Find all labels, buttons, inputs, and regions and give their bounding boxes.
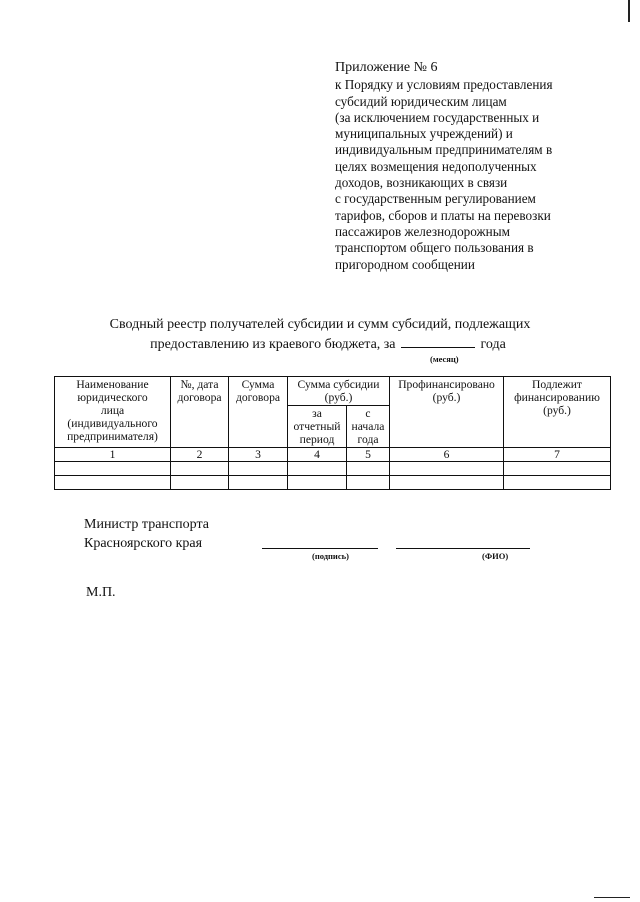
table-cell[interactable]: [288, 462, 347, 476]
month-blank-field[interactable]: [401, 336, 475, 348]
document-title-line-1: Сводный реестр получателей субсидии и сумм субсидий, подлежащих: [109, 317, 531, 332]
header-subsidy-sum: Сумма субсидии (руб.): [288, 377, 390, 406]
table-cell[interactable]: [171, 462, 229, 476]
appendix-line: (за исключением государственных и: [335, 109, 540, 125]
document-title-suffix: года: [480, 337, 506, 352]
column-number-row: [55, 448, 611, 462]
signatory-position-line-1: Министр транспорта: [84, 517, 209, 532]
registry-table: [54, 376, 611, 490]
header-contract-number: №, дата договора: [171, 377, 229, 448]
table-cell[interactable]: [504, 476, 611, 490]
appendix-line: доходов, возникающих в связи: [335, 175, 508, 191]
table-header-row: [55, 377, 611, 406]
appendix-line: субсидий юридическим лицам: [335, 93, 507, 109]
table-cell[interactable]: [288, 476, 347, 490]
table-cell[interactable]: [55, 462, 171, 476]
document-title-line-2: [8, 336, 640, 353]
appendix-line: пригородном сообщении: [335, 256, 475, 272]
header-subsidy-period: за отчетный период: [288, 406, 347, 448]
table-cell[interactable]: [347, 476, 390, 490]
signature-line[interactable]: [262, 548, 378, 549]
document-title-prefix: предоставлению из краевого бюджета, за: [150, 337, 396, 352]
header-to-finance: Подлежит финансированию (руб.): [504, 377, 611, 448]
signatory-position-line-2: Красноярского края: [84, 536, 203, 551]
table-cell[interactable]: [347, 462, 390, 476]
appendix-line: тарифов, сборов и платы на перевозки: [335, 207, 551, 223]
column-number: 7: [504, 448, 611, 462]
table-cell[interactable]: [229, 462, 288, 476]
table-cell[interactable]: [390, 462, 504, 476]
column-number: 3: [229, 448, 288, 462]
fio-line[interactable]: [396, 548, 530, 549]
scan-edge-mark: [594, 897, 630, 898]
appendix-line: с государственным регулированием: [335, 191, 536, 207]
table-cell[interactable]: [171, 476, 229, 490]
stamp-place-label: М.П.: [86, 585, 116, 600]
column-number: 6: [390, 448, 504, 462]
appendix-line: пассажиров железнодорожным: [335, 223, 510, 239]
column-number: 5: [347, 448, 390, 462]
signature-label: (подпись): [312, 551, 349, 561]
table-cell[interactable]: [504, 462, 611, 476]
column-number: 2: [171, 448, 229, 462]
table-row: [55, 476, 611, 490]
appendix-line: к Порядку и условиям предоставления: [335, 77, 553, 93]
scan-edge-mark: [628, 0, 630, 22]
appendix-block: [335, 60, 605, 273]
header-financed: Профинансировано (руб.): [390, 377, 504, 448]
appendix-line: муниципальных учреждений) и: [335, 126, 513, 142]
month-label: (месяц): [430, 354, 459, 364]
table-cell[interactable]: [390, 476, 504, 490]
fio-label: (ФИО): [482, 551, 509, 561]
table-row: [55, 462, 611, 476]
appendix-line: индивидуальным предпринимателям в: [335, 142, 553, 158]
column-number: 4: [288, 448, 347, 462]
appendix-line: транспортом общего пользования в: [335, 240, 534, 256]
appendix-line: целях возмещения недополученных: [335, 158, 537, 174]
table-cell[interactable]: [229, 476, 288, 490]
column-number: 1: [55, 448, 171, 462]
appendix-title: Приложение № 6: [335, 60, 438, 75]
header-subsidy-from-start: с начала года: [347, 406, 390, 448]
header-name: Наименование юридического лица (индивидуального предпринимателя): [55, 377, 171, 448]
header-contract-sum: Сумма договора: [229, 377, 288, 448]
table-cell[interactable]: [55, 476, 171, 490]
